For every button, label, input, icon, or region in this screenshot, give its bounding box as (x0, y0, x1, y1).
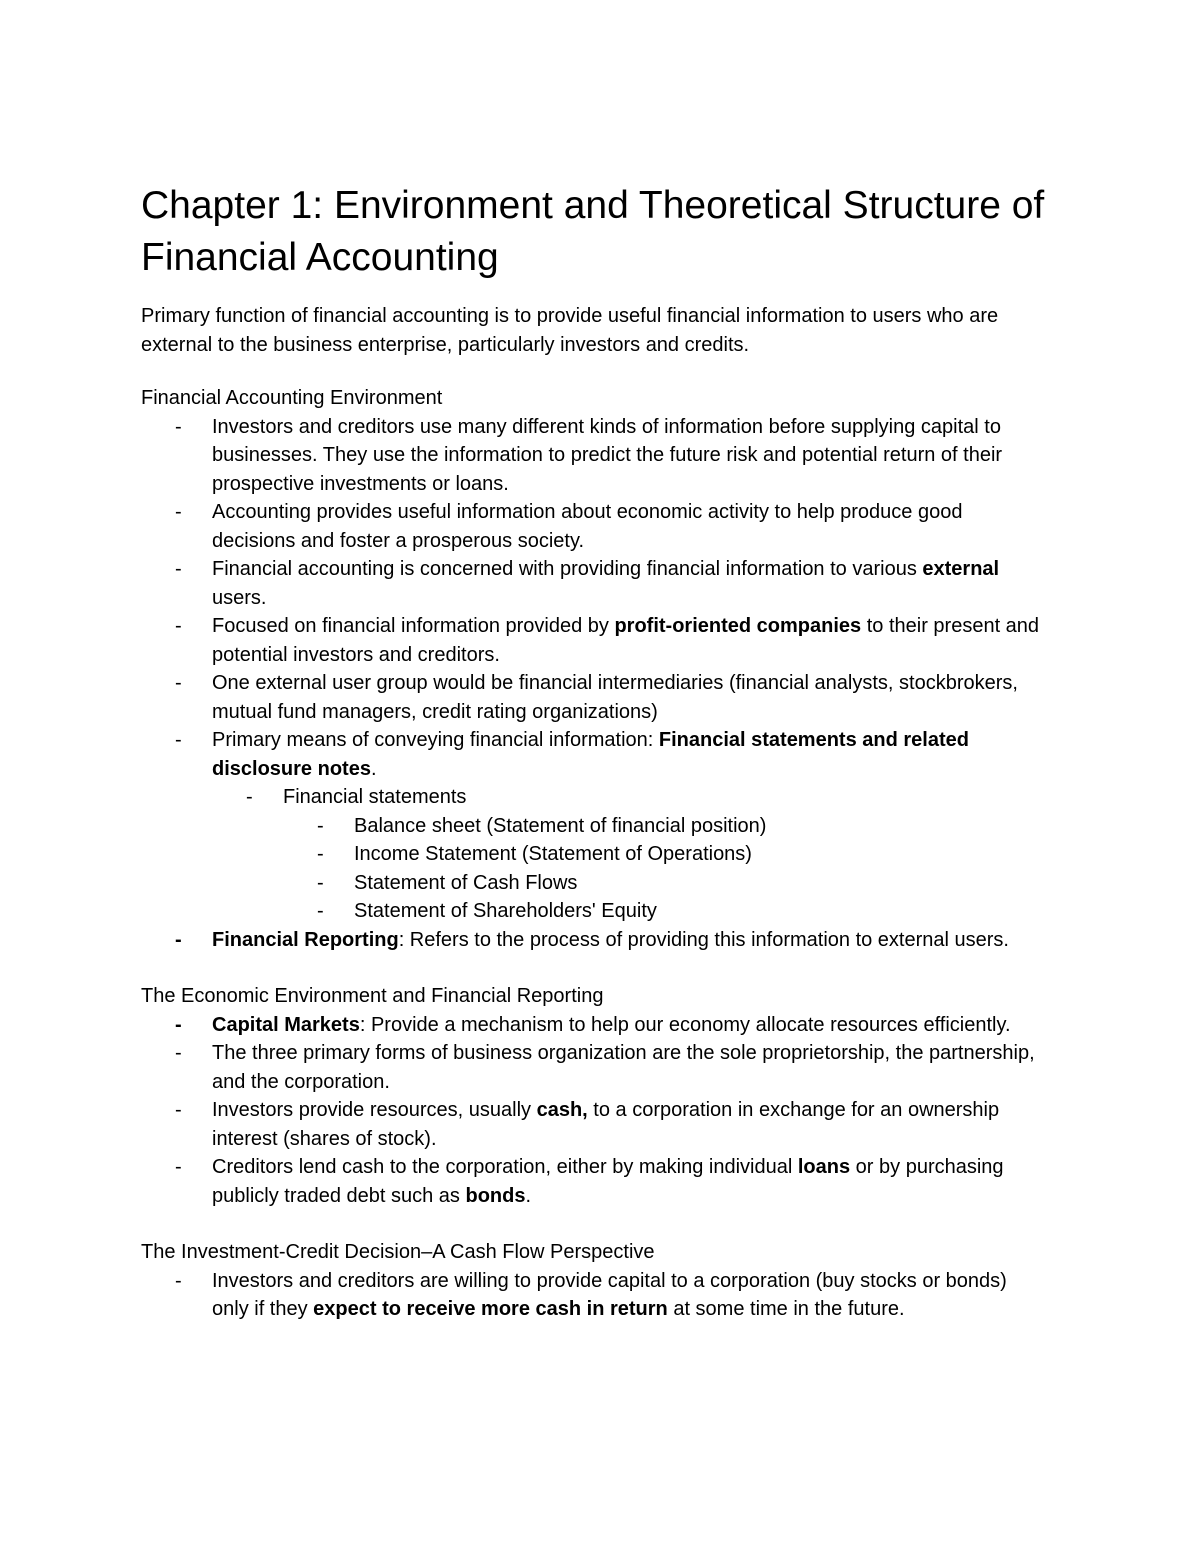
list-item: - Capital Markets: Provide a mechanism to help our economy allocate resources efficiently. (141, 1011, 1080, 1040)
list-item: - Financial statements - Balance sheet (Statement of financial position) - Income Statement (Statement of Operations) - Statement of Cash Flows - Statement of Shareholders' Equity (212, 783, 1080, 926)
section-heading-investment-credit-decision: The Investment-Credit Decision–A Cash Flow Perspective (141, 1241, 655, 1263)
list-item: - Balance sheet (Statement of financial position) (283, 812, 1080, 841)
bold-term: loans (797, 1156, 851, 1178)
nested-list (283, 812, 1080, 926)
bold-term: Financial Reporting (212, 928, 399, 951)
bold-term: cash, (536, 1099, 588, 1121)
nested-list (212, 783, 1080, 926)
list-item: - Statement of Cash Flows (283, 869, 1080, 898)
section-heading-economic-environment: The Economic Environment and Financial Reporting (141, 985, 604, 1007)
bold-term: bonds (465, 1184, 526, 1207)
list-item: - Accounting provides useful information about economic activity to help produce good decisions and foster a prosperous society. (141, 498, 1080, 555)
bullet-list (141, 413, 1080, 955)
list-item: - Income Statement (Statement of Operations) (283, 840, 1080, 869)
intro-paragraph: Primary function of financial accounting is to provide useful financial information to users who are external to the business enterprise, particularly investors and credits. (141, 305, 999, 356)
list-item: - Investors and creditors are willing to provide capital to a corporation (buy stocks or bonds) only if they expect to receive more cash in return at some time in the future. (141, 1267, 1080, 1324)
list-item: - Creditors lend cash to the corporation, either by making individual loans or by purchasing publicly traded debt such as bonds. (141, 1153, 1080, 1210)
bold-term: Financial statements and related disclosure notes (212, 729, 969, 780)
section-heading-financial-accounting-environment: Financial Accounting Environment (141, 387, 443, 409)
bold-term: Capital Markets (212, 1013, 360, 1036)
list-item: - Statement of Shareholders' Equity (283, 897, 1080, 926)
list-item: - Financial accounting is concerned with providing financial information to various external users. (141, 555, 1080, 612)
list-item: - Financial Reporting: Refers to the process of providing this information to external users. (141, 926, 1080, 955)
list-item: - Primary means of conveying financial information: Financial statements and related disclosure notes. - Financial statements - Balance sheet (Statement of financial position) - Income Statement (Statement of Operations) - Statement of Cash Flows - Statement of Shareholders' Equity (141, 726, 1080, 926)
list-item: - Focused on financial information provided by profit-oriented companies to their present and potential investors and creditors. (141, 612, 1080, 669)
bold-term: expect to receive more cash in return (313, 1298, 668, 1320)
bullet-list (141, 1011, 1080, 1211)
page-title: Chapter 1: Environment and Theoretical Structure of Financial Accounting (141, 184, 1045, 279)
list-item: - Investors provide resources, usually cash, to a corporation in exchange for an ownership interest (shares of stock). (141, 1096, 1080, 1153)
list-item: - Investors and creditors use many different kinds of information before supplying capital to businesses. They use the information to predict the future risk and potential return of their prospective investments or loans. (141, 413, 1080, 499)
bold-term: external (922, 558, 1000, 580)
list-item: - The three primary forms of business organization are the sole proprietorship, the partnership, and the corporation. (141, 1039, 1080, 1096)
bullet-list (141, 1267, 1080, 1324)
bold-term: profit-oriented companies (614, 615, 862, 637)
list-item: - One external user group would be financial intermediaries (financial analysts, stockbrokers, mutual fund managers, credit rating organizations) (141, 669, 1080, 726)
